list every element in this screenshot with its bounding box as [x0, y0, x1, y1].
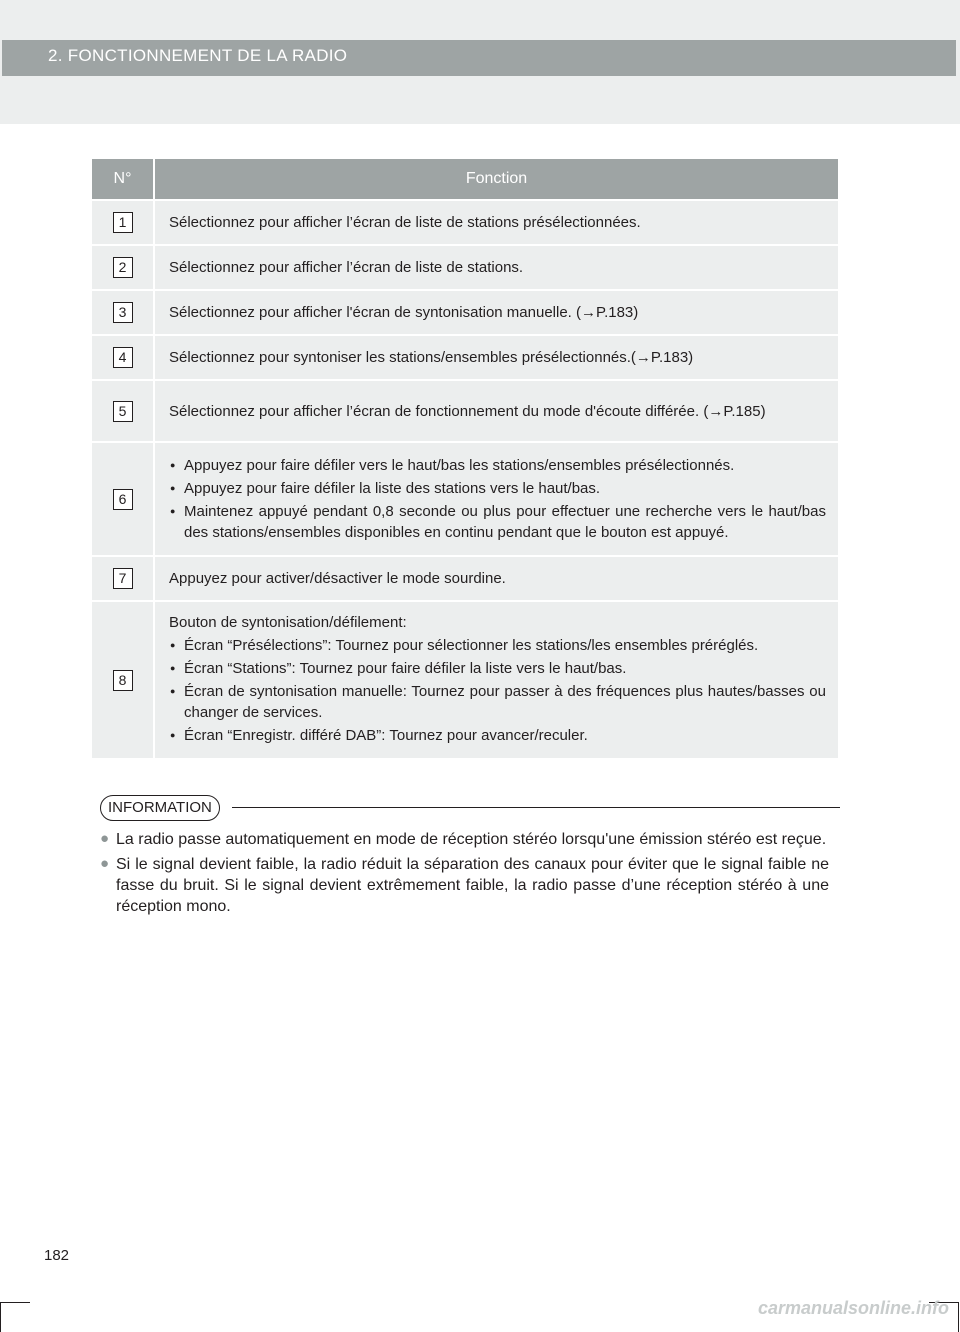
item-number-badge: 1: [113, 212, 133, 233]
information-list: [100, 829, 829, 921]
section-title: 2. FONCTIONNEMENT DE LA RADIO: [48, 46, 348, 65]
table-row: [92, 601, 838, 758]
function-table: [92, 159, 838, 758]
row-bullet-list: [169, 455, 826, 543]
table-row: [92, 556, 838, 601]
table-header-row: [92, 159, 838, 200]
list-item: ● Écran “Enregistr. différé DAB”: Tournez pour avancer/reculer.: [169, 725, 826, 746]
table-row: [92, 380, 838, 442]
list-item: ● Écran “Présélections”: Tournez pour sélectionner les stations/les ensembles préréglés.: [169, 635, 826, 656]
information-item: ● Si le signal devient faible, la radio réduit la séparation des canaux pour éviter que le signal faible ne fasse du bruit. Si le signal devient extrêmement faible, la radio passe d’une réception stéréo à une réception mono.: [100, 854, 829, 917]
watermark: carmanualsonline.info: [758, 1298, 950, 1318]
item-number-badge: 8: [113, 670, 133, 691]
crop-mark: [0, 1302, 1, 1332]
column-header-function: Fonction: [154, 159, 838, 200]
list-item: ● Appuyez pour faire défiler la liste des stations vers le haut/bas.: [169, 478, 826, 499]
information-divider: [232, 807, 840, 808]
list-item: ● Écran “Stations”: Tournez pour faire défiler la liste vers le haut/bas.: [169, 658, 826, 679]
list-item: ● Écran de syntonisation manuelle: Tournez pour passer à des fréquences plus hautes/basses ou changer de services.: [169, 681, 826, 723]
table-row: [92, 290, 838, 335]
row-intro: Bouton de syntonisation/défilement:: [169, 614, 407, 631]
row-description: Sélectionnez pour afficher l’écran de liste de stations présélectionnées.: [154, 200, 838, 245]
table-row: [92, 200, 838, 245]
list-item: ● Maintenez appuyé pendant 0,8 seconde ou plus pour effectuer une recherche vers le haut/bas des stations/ensembles disponibles en continu pendant que le bouton est appuyé.: [169, 501, 826, 543]
item-number-badge: 3: [113, 302, 133, 323]
row-description: Sélectionnez pour afficher l'écran de syntonisation manuelle. (→P.183): [154, 290, 838, 335]
item-number-badge: 7: [113, 568, 133, 589]
item-number-badge: 4: [113, 347, 133, 368]
list-item: ● Appuyez pour faire défiler vers le haut/bas les stations/ensembles présélectionnés.: [169, 455, 826, 476]
item-number-badge: 6: [113, 489, 133, 510]
row-description: Sélectionnez pour afficher l’écran de fonctionnement du mode d'écoute différée. (→P.185): [154, 380, 838, 442]
information-item: ● La radio passe automatiquement en mode de réception stéréo lorsqu'une émission stéréo est reçue.: [100, 829, 829, 850]
item-number-badge: 5: [113, 401, 133, 422]
table-row: [92, 335, 838, 380]
item-number-badge: 2: [113, 257, 133, 278]
table-row: [92, 245, 838, 290]
column-header-number: N°: [92, 159, 154, 200]
crop-mark: [958, 1302, 959, 1332]
information-label: INFORMATION: [100, 795, 220, 821]
row-description: Sélectionnez pour afficher l’écran de liste de stations.: [154, 245, 838, 290]
page-number: 182: [44, 1247, 70, 1264]
table-row: [92, 442, 838, 556]
row-bullet-list: [169, 635, 826, 746]
row-description: Sélectionnez pour syntoniser les stations/ensembles présélectionnés.(→P.183): [154, 335, 838, 380]
row-description: Appuyez pour activer/désactiver le mode sourdine.: [154, 556, 838, 601]
crop-mark: [0, 1302, 30, 1303]
